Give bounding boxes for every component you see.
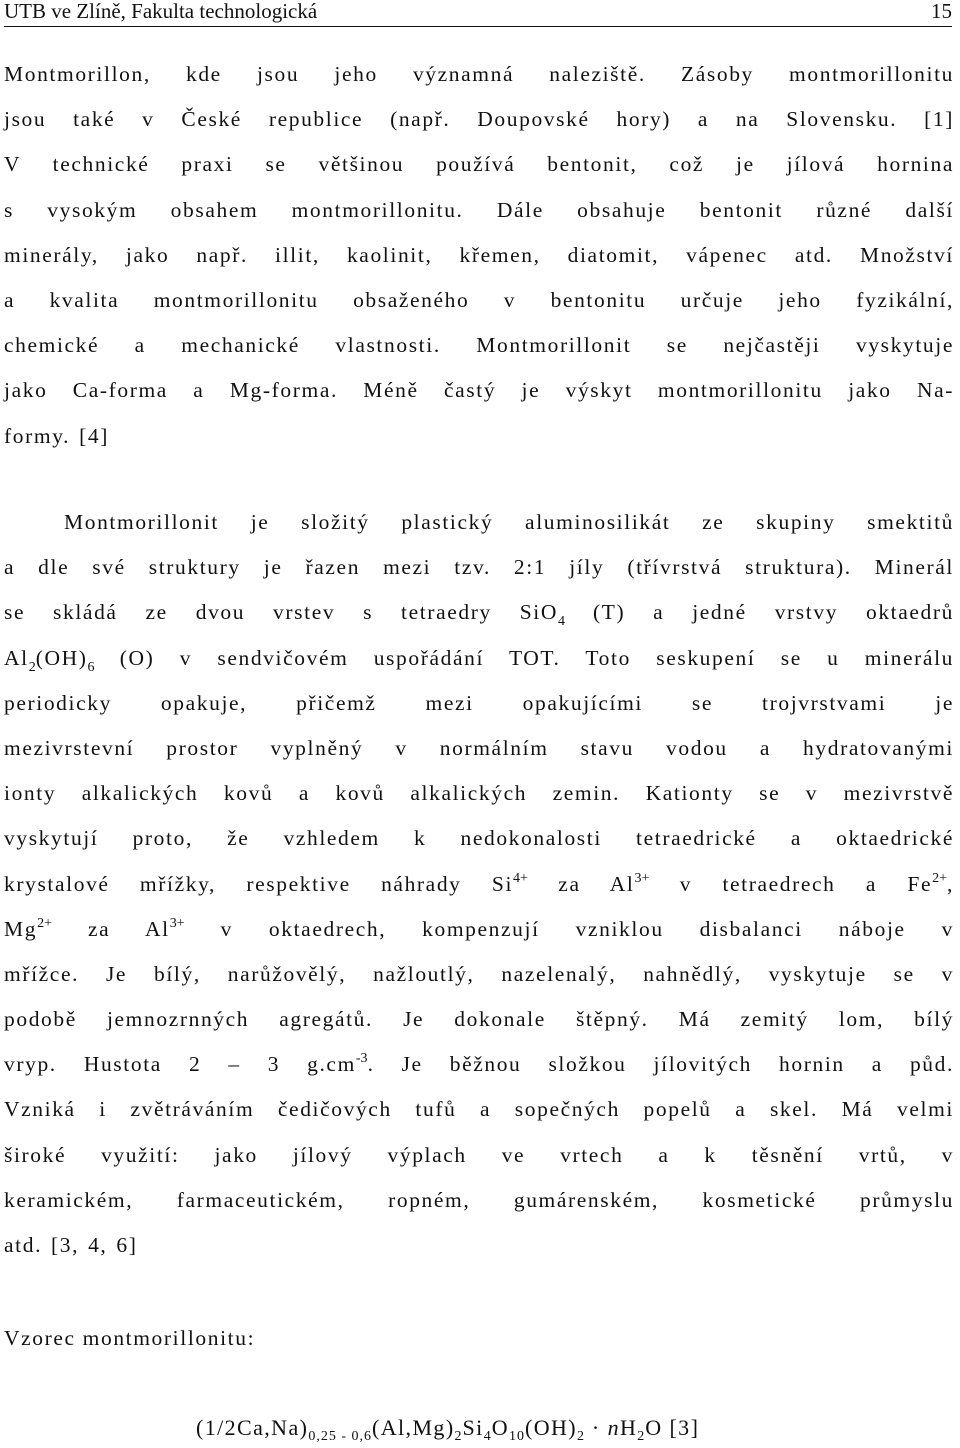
formula-subscript: 2 [577, 1429, 586, 1444]
text-line: jako Ca-forma a Mg-forma. Méně častý je výskyt montmorillonitu jako Na- [4, 378, 954, 403]
text-line [4, 862, 954, 907]
text-line: keramickém, farmaceutickém, ropném, gumárenském, kosmetické průmyslu [4, 1187, 954, 1212]
formula-part: (Al,Mg) [372, 1415, 455, 1440]
text-line: a kvalita montmorillonitu obsaženého v bentonitu určuje jeho fyzikální, [4, 287, 954, 312]
text-segment: v oktaedrech, kompenzují vzniklou disbalanci náboje v [184, 916, 954, 941]
text-segment: , [947, 871, 954, 896]
text-line: Montmorillon, kde jsou jeho významná naleziště. Zásoby montmorillonitu [4, 62, 954, 86]
text-line: podobě jemnozrnných agregátů. Je dokonale štěpný. Má zemitý lom, bílý [4, 1007, 954, 1032]
superscript: 2+ [37, 915, 52, 931]
formula-label: Vzorec montmorillonitu: [4, 1326, 256, 1350]
subscript: 2 [28, 659, 36, 675]
text-segment: za Al [527, 871, 635, 896]
text-line: minerály, jako např. illit, kaolinit, křemen, diatomit, vápenec atd. Množství [4, 242, 954, 267]
text-line: atd. [3, 4, 6] [4, 1233, 138, 1257]
text-segment: v tetraedrech a Fe [649, 871, 933, 896]
formula-variable: n [607, 1415, 620, 1440]
text-line [4, 590, 954, 635]
superscript: 4+ [513, 870, 528, 886]
text-line: vyskytují proto, že vzhledem k nedokonalosti tetraedrické a oktaedrické [4, 826, 954, 851]
paragraph-1 [4, 52, 954, 459]
text-segment: za Al [51, 916, 170, 941]
formula-part: H [619, 1415, 638, 1440]
text-segment: vryp. Hustota 2 – 3 g.cm [4, 1052, 356, 1077]
text-line: a dle své struktury je řazen mezi tzv. 2:1 jíly (třívrstvá struktura). Minerál [4, 555, 954, 580]
superscript: 3+ [634, 870, 650, 886]
text-line: s vysokým obsahem montmorillonitu. Dále obsahuje bentonit různé další [4, 197, 954, 222]
text-line: široké využití: jako jílový výplach ve vrtech a k těsnění vrtů, v [4, 1142, 954, 1167]
text-line: V technické praxi se většinou používá bentonit, což je jílová hornina [4, 152, 954, 177]
chemical-formula [196, 1415, 699, 1445]
formula-part: (OH) [525, 1415, 578, 1440]
formula-part: O [491, 1415, 509, 1440]
formula-subscript: 0,25 - 0,6 [308, 1429, 373, 1444]
text-segment: krystalové mřížky, respektive náhrady Si [4, 871, 514, 896]
header-title: UTB ve Zlíně, Fakulta technologická [4, 0, 318, 23]
text-segment: Al [4, 645, 29, 670]
superscript: 3+ [169, 915, 185, 931]
text-line: Montmorillonit je složitý plastický aluminosilikát ze skupiny smektitů [64, 510, 954, 534]
superscript: -3 [355, 1051, 368, 1067]
formula-part: O [3] [645, 1415, 700, 1440]
formula-subscript: 4 [483, 1429, 492, 1444]
formula-subscript: 2 [637, 1429, 646, 1444]
text-line: formy. [4] [4, 423, 109, 448]
text-segment: se skládá ze dvou vrstev s tetraedry SiO [4, 600, 559, 625]
formula-part: (1/2Ca,Na) [196, 1415, 309, 1440]
page-header [4, 0, 952, 27]
text-line: Vzniká i zvětráváním čedičových tufů a sopečných popelů a skel. Má velmi [4, 1097, 954, 1122]
text-line: chemické a mechanické vlastnosti. Montmorillonit se nejčastěji vyskytuje [4, 333, 954, 358]
formula-subscript: 10 [509, 1429, 525, 1444]
text-segment: . Je běžnou složkou jílovitých hornin a půd. [367, 1052, 954, 1077]
page-number: 15 [931, 0, 952, 23]
formula-subscript: 2 [454, 1429, 463, 1444]
superscript: 2+ [932, 870, 948, 886]
text-line [4, 1042, 954, 1087]
text-line: ionty alkalických kovů a kovů alkalických zemin. Kationty se v mezivrstvě [4, 781, 954, 806]
formula-part: Si [462, 1415, 484, 1440]
text-line: periodicky opakuje, přičemž mezi opakujícími se trojvrstvami je [4, 690, 954, 715]
subscript: 6 [87, 659, 95, 675]
formula-part: · [585, 1415, 608, 1440]
text-segment: (O) v sendvičovém uspořádání TOT. Toto seskupení se u minerálu [94, 645, 954, 670]
subscript: 4 [558, 614, 566, 630]
text-line [4, 907, 954, 952]
text-line: jsou také v České republice (např. Doupovské hory) a na Slovensku. [1] [4, 107, 954, 132]
text-line: mřížce. Je bílý, narůžovělý, nažloutlý, nazelenalý, nahnědlý, vyskytuje se v [4, 961, 954, 986]
text-segment: Mg [4, 916, 38, 941]
text-segment: (T) a jedné vrstvy oktaedrů [565, 600, 954, 625]
paragraph-2 [4, 500, 954, 1268]
text-segment: (OH) [35, 645, 88, 670]
text-line [4, 636, 954, 681]
text-line: mezivrstevní prostor vyplněný v normálním stavu vodou a hydratovanými [4, 735, 954, 760]
